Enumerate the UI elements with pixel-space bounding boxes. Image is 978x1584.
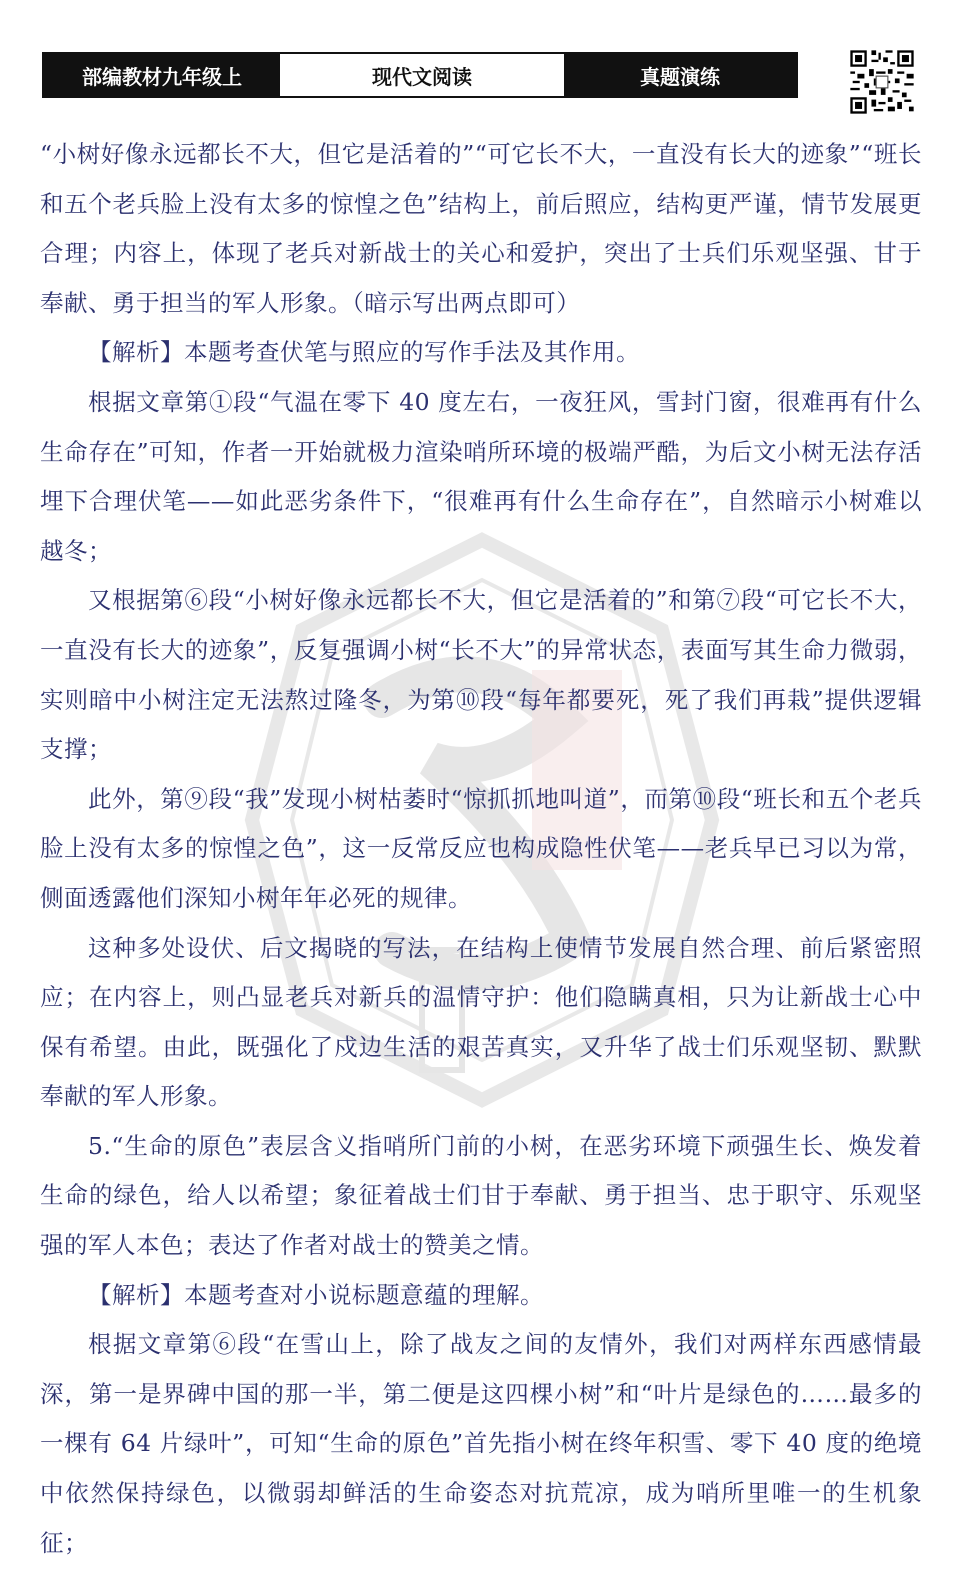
header-section-label: 现代文阅读: [280, 54, 564, 96]
answer-content: [40, 130, 922, 1568]
body-paragraph: 又根据第⑥段“小树好像永远都长不大，但它是活着的”和第⑦段“可它长不大，一直没有长大的迹象”，反复强调小树“长不大”的异常状态，表面写其生命力微弱，实则暗中小树注定无法熬过隆冬，为第⑩段“每年都要死，死了我们再栽”提供逻辑支撑；: [40, 586, 922, 764]
question-5-answer: 5.“生命的原色”表层含义指哨所门前的小树，在恶劣环境下顽强生长、焕发着生命的绿色，给人以希望；象征着战士们甘于奉献、勇于担当、忠于职守、乐观坚强的军人本色；表达了作者对战士的赞美之情。: [40, 1131, 922, 1260]
qr-code-icon: [848, 48, 916, 116]
body-paragraph: 根据文章第⑥段“在雪山上，除了战友之间的友情外，我们对两样东西感情最深，第一是界碑中国的那一半，第二便是这四棵小树”和“叶片是绿色的……最多的一棵有 64 片绿叶”，可知“生命的原色”首先指小树在终年积雪、零下 40 度的绝境中依然保持绿色，以微弱却鲜活的生命姿态对抗荒凉，成为哨所里唯一的生机象征；: [40, 1330, 922, 1557]
answer-paragraph: “小树好像永远都长不大，但它是活着的”“可它长不大，一直没有长大的迹象”“班长和五个老兵脸上没有太多的惊惶之色”结构上，前后照应，结构更严谨，情节发展更合理；内容上，体现了老兵对新战士的关心和爱护，突出了士兵们乐观坚强、甘于奉献、勇于担当的军人形象。（暗示写出两点即可）: [40, 140, 922, 317]
body-paragraph: 根据文章第①段“气温在零下 40 度左右，一夜狂风，雪封门窗，很难再有什么生命存在”可知，作者一开始就极力渲染哨所环境的极端严酷，为后文小树无法存活埋下合理伏笔——如此恶劣条件下，“很难再有什么生命存在”，自然暗示小树难以越冬；: [40, 387, 922, 565]
header-practice-label: 真题演练: [564, 54, 796, 96]
analysis-paragraph: 【解析】本题考查对小说标题意蕴的理解。: [88, 1280, 544, 1309]
analysis-paragraph: 【解析】本题考查伏笔与照应的写作手法及其作用。: [88, 338, 640, 367]
header-bar: [42, 52, 798, 98]
body-paragraph: 此外，第⑨段“我”发现小树枯萎时“惊抓抓地叫道”，而第⑩段“班长和五个老兵脸上没有太多的惊惶之色”，这一反常反应也构成隐性伏笔——老兵早已习以为常，侧面透露他们深知小树年年必死的规律。: [40, 784, 922, 912]
body-paragraph: 这种多处设伏、后文揭晓的写法，在结构上使情节发展自然合理、前后紧密照应；在内容上，则凸显老兵对新兵的温情守护：他们隐瞒真相，只为让新战士心中保有希望。由此，既强化了戍边生活的艰苦真实，又升华了战士们乐观坚韧、默默奉献的军人形象。: [40, 933, 922, 1111]
header-grade-label: 部编教材九年级上: [44, 54, 280, 96]
